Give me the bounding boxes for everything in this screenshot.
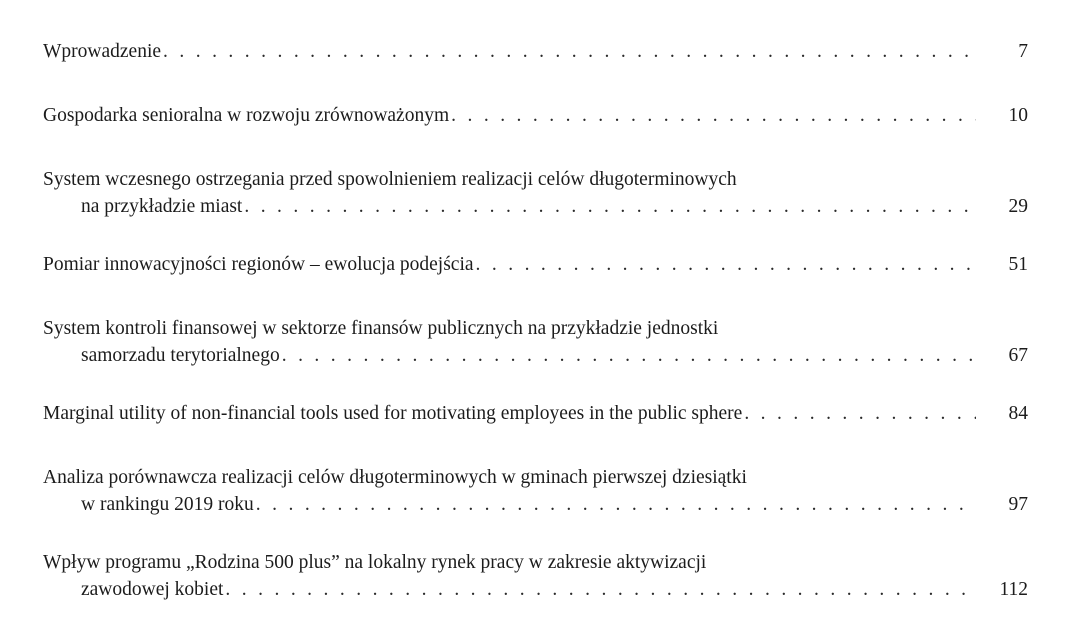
toc-page-number: 84	[1008, 403, 1028, 424]
dot-leader	[244, 193, 976, 220]
toc-page-number: 29	[1008, 196, 1028, 217]
toc-entry-title: System wczesnego ostrzegania przed spowolnieniem realizacji celów długoterminowych	[43, 169, 737, 190]
toc-entry-title-continued: w rankingu 2019 roku	[81, 494, 254, 515]
dot-leader	[225, 576, 976, 603]
toc-entry-title: Wprowadzenie	[43, 41, 162, 62]
toc-entry-gospodarka-senioralna[interactable]	[43, 102, 1028, 129]
toc-page-number: 67	[1008, 345, 1028, 366]
toc-page-number: 112	[999, 579, 1028, 600]
toc-page-number: 10	[1008, 105, 1028, 126]
dot-leader	[451, 102, 976, 129]
table-of-contents	[43, 38, 1028, 634]
dot-leader	[476, 251, 976, 278]
toc-entry-title: Wpływ programu „Rodzina 500 plus” na lokalny rynek pracy w zakresie aktywizacji	[43, 552, 707, 573]
toc-entry-wplyw-programu[interactable]	[43, 549, 1028, 603]
dot-leader	[744, 400, 976, 427]
toc-page-number: 51	[1008, 254, 1028, 275]
toc-entry-title: Marginal utility of non-financial tools used for motivating employees in the public sphere	[43, 403, 743, 424]
dot-leader	[282, 342, 976, 369]
dot-leader	[256, 491, 976, 518]
toc-page-number: 7	[1018, 41, 1028, 62]
toc-entry-title: Gospodarka senioralna w rozwoju zrównoważonym	[43, 105, 450, 126]
toc-entry-analiza-porownawcza[interactable]	[43, 464, 1028, 518]
toc-entry-title: Pomiar innowacyjności regionów – ewolucja podejścia	[43, 254, 474, 275]
toc-entry-wprowadzenie[interactable]	[43, 38, 1028, 65]
toc-entry-title-continued: na przykładzie miast	[81, 196, 243, 217]
toc-entry-title: System kontroli finansowej w sektorze finansów publicznych na przykładzie jednostki	[43, 318, 719, 339]
toc-entry-pomiar-innowacyjnosci[interactable]	[43, 251, 1028, 278]
toc-entry-title-continued: zawodowej kobiet	[81, 579, 224, 600]
toc-entry-title-continued: samorzadu terytorialnego	[81, 345, 280, 366]
toc-entry-system-wczesnego-ostrzegania[interactable]	[43, 166, 1028, 220]
toc-entry-marginal-utility[interactable]	[43, 400, 1028, 427]
toc-entry-title: Analiza porównawcza realizacji celów długoterminowych w gminach pierwszej dziesiątki	[43, 467, 747, 488]
toc-entry-system-kontroli-finansowej[interactable]	[43, 315, 1028, 369]
toc-page-number: 97	[1008, 494, 1028, 515]
dot-leader	[163, 38, 976, 65]
